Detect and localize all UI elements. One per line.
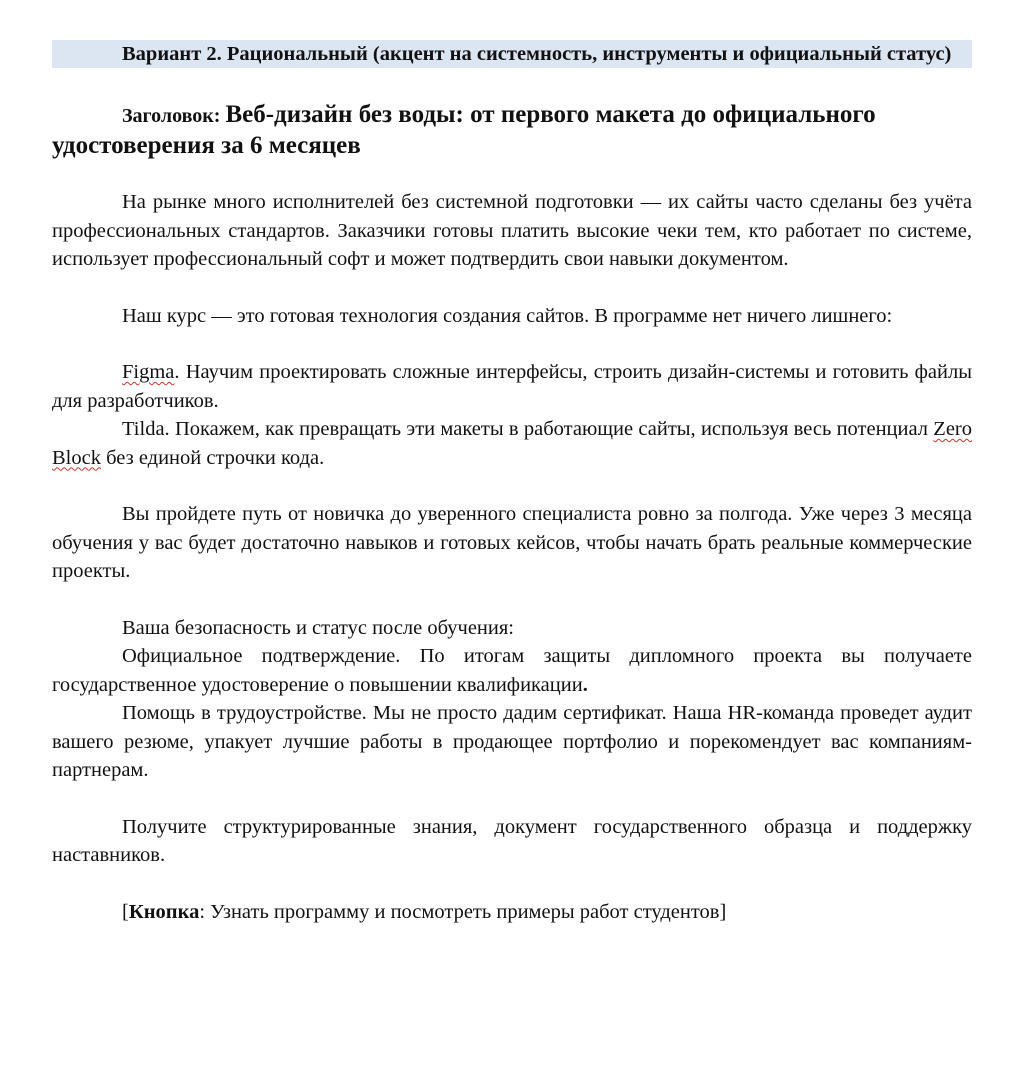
- button-label: Кнопка: [128, 900, 200, 923]
- figma-word: Figma: [122, 361, 175, 383]
- tilda-paragraph: [52, 415, 972, 472]
- headline: [52, 100, 972, 162]
- variant-title: Вариант 2. Рациональный (акцент на системность, инструменты и официальный статус): [52, 40, 972, 68]
- employment-paragraph: Помощь в трудоустройстве. Мы не просто дадим сертификат. Наша HR-команда проведет аудит вашего резюме, упакует лучшие работы в продающее портфолио и порекомендует вас компаниям-партнерам.: [52, 702, 972, 781]
- figma-description: . Научим проектировать сложные интерфейсы, строить дизайн-системы и готовить файлы для разработчиков.: [52, 361, 972, 412]
- intro-paragraph: На рынке много исполнителей без системной подготовки — их сайты часто сделаны без учёта профессиональных стандартов. Заказчики готовы платить высокие чеки тем, кто работает по системе, использует профессиональный софт и может подтвердить свои навыки документом.: [52, 191, 972, 270]
- headline-title: Веб-дизайн без воды: от первого макета до официального удостоверения за 6 месяцев: [52, 101, 876, 159]
- zero-block-word: Zero Block: [52, 418, 972, 469]
- button-bracket-open: [: [122, 900, 129, 923]
- path-paragraph: Вы пройдете путь от новичка до уверенного специалиста ровно за полгода. Уже через 3 месяца обучения у вас будет достаточно навыков и готовых кейсов, чтобы начать брать реальные коммерческие проекты.: [52, 503, 972, 582]
- official-dot: .: [582, 673, 588, 696]
- figma-paragraph: [52, 358, 972, 415]
- official-text: Официальное подтверждение. По итогам защиты дипломного проекта вы получаете государственное удостоверение о повышении квалификации: [52, 645, 972, 696]
- tilda-description-end: без единой строчки кода.: [100, 446, 325, 469]
- course-paragraph: Наш курс — это готовая технология создания сайтов. В программе нет ничего лишнего:: [122, 304, 893, 327]
- headline-label: Заголовок:: [122, 105, 226, 127]
- button-text: : Узнать программу и посмотреть примеры работ студентов]: [199, 900, 727, 923]
- button-placeholder-line: [52, 898, 972, 927]
- document-page: [52, 40, 972, 926]
- closing-paragraph: Получите структурированные знания, документ государственного образца и поддержку наставников.: [52, 815, 972, 866]
- tilda-description: Tilda. Покажем, как превращать эти макеты в работающие сайты, используя весь потенциал: [122, 418, 934, 440]
- official-paragraph: [52, 642, 972, 699]
- safety-heading: Ваша безопасность и статус после обучения:: [122, 616, 514, 639]
